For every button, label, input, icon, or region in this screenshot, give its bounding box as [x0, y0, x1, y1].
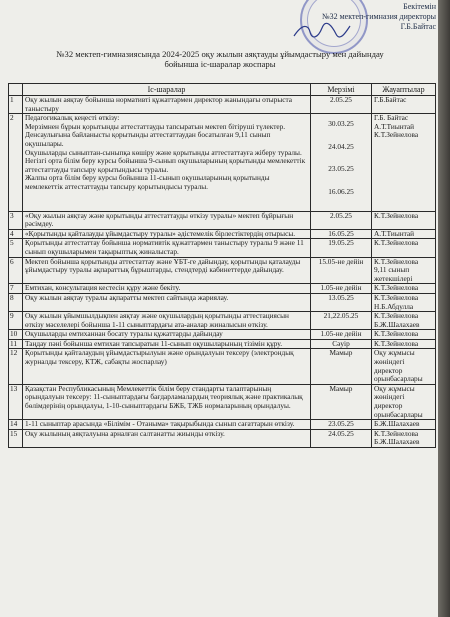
row-responsible — [372, 284, 436, 294]
plan-table — [8, 83, 436, 448]
row-date — [311, 239, 372, 257]
table-row — [9, 293, 436, 311]
row-responsible-line: К.Т.Зейнелова — [374, 293, 419, 302]
row-number: 4 — [9, 229, 23, 239]
row-date-line: Мамыр — [329, 384, 353, 393]
row-task-line: Емтихан, консультация кестесін құру және бекіту. — [25, 283, 181, 293]
row-task — [23, 349, 311, 384]
approval-word: Бекітемін — [403, 2, 436, 11]
row-responsible-line: К.Т.Зейнелова — [374, 211, 419, 220]
row-responsible-line: Б.Ж.Шалахаев — [374, 437, 420, 447]
row-responsible-line: Н.Б.Абдулла — [374, 301, 414, 311]
row-responsible-line: А.Т.Тиынтай — [374, 229, 415, 238]
row-date-line: 23.05.25 — [328, 419, 354, 429]
row-date-line: 16.06.25 — [328, 186, 354, 196]
row-date — [311, 211, 372, 229]
row-task-line: Оқу жылын ұйымшылдықпен аяқтау және оқушылардың қорытынды аттестациясын өткізу мәселелері бойынша 1-11 сыныптардағы ата-аналар жиналысын өткізу. — [25, 311, 289, 329]
row-number: 15 — [9, 429, 23, 447]
row-task-line: 1-11 сыныптар арасында «Білімім - Отаныма» тақырыбында сынып сағаттарын өткізу. — [25, 419, 295, 429]
row-date-line: Мамыр — [329, 348, 353, 358]
table-row — [9, 339, 436, 349]
row-responsible — [372, 293, 436, 311]
row-date-line: 19.05.25 — [328, 238, 354, 248]
table-row — [9, 229, 436, 239]
row-date-line: 24.05.25 — [328, 429, 354, 438]
approval-name: Г.Б.Байтас — [400, 22, 436, 31]
row-date — [311, 429, 372, 447]
row-task-line: Негізгі орта білім беру курсы бойынша 9-сынып оқушыларының қорытынды мемлекеттік аттестаттауды тапсыру қорытындысы туралы. — [25, 156, 306, 174]
row-task — [23, 114, 311, 211]
row-task — [23, 384, 311, 419]
row-date — [311, 284, 372, 294]
table-row — [9, 239, 436, 257]
row-task — [23, 330, 311, 340]
row-responsible — [372, 96, 436, 114]
row-responsible — [372, 339, 436, 349]
row-responsible — [372, 420, 436, 430]
row-date-line: 2.05.25 — [330, 211, 352, 220]
row-responsible-line: К.Т.Зейнелова — [374, 257, 419, 266]
row-task — [23, 284, 311, 294]
row-responsible — [372, 229, 436, 239]
row-date — [311, 384, 372, 419]
row-date-line: 23.05.25 — [328, 164, 354, 174]
row-date — [311, 229, 372, 239]
row-responsible-line: К.Т.Зейнелова — [374, 283, 419, 293]
header-task: Іс-шаралар — [23, 84, 311, 96]
row-date — [311, 330, 372, 340]
row-number: 13 — [9, 384, 23, 419]
header-date: Мерзімі — [311, 84, 372, 96]
table-row — [9, 257, 436, 284]
row-responsible-line: Оқу жұмысы жөніндегі директор орынбасарлары — [374, 384, 423, 419]
row-number: 8 — [9, 293, 23, 311]
row-task-line: «Қорытынды қайталауды ұйымдастыру туралы» әдістемелік бірлестіктердің отырысы. — [25, 229, 296, 238]
row-date-line: 1.05-не дейін — [320, 329, 362, 339]
row-task — [23, 429, 311, 447]
row-task-line: Таңдау пәні бойынша емтихан тапсыратын 11-сынып оқушыларының тізімін құру. — [25, 339, 283, 348]
row-task-line: Мерзімнен бұрын қорытынды аттестаттауды тапсыратын мектеп бітіруші түлектер. — [25, 121, 286, 131]
row-responsible — [372, 429, 436, 447]
row-task — [23, 96, 311, 114]
row-task — [23, 257, 311, 284]
row-date — [311, 114, 372, 211]
title-line-2: бойынша іс-шаралар жоспары — [164, 59, 276, 69]
table-row — [9, 420, 436, 430]
row-responsible-line: Б.Ж.Шалахаев — [374, 419, 420, 429]
row-responsible — [372, 211, 436, 229]
row-task — [23, 312, 311, 330]
table-row — [9, 312, 436, 330]
approval-block — [286, 2, 436, 32]
row-responsible-line: Г.Б. Байтас — [374, 113, 409, 123]
page-edge — [438, 0, 450, 617]
approval-position: №32 мектеп-гимназия директоры — [321, 12, 436, 21]
row-responsible — [372, 239, 436, 257]
row-number: 14 — [9, 420, 23, 430]
row-date — [311, 420, 372, 430]
table-row — [9, 96, 436, 114]
row-number: 2 — [9, 114, 23, 211]
row-number: 1 — [9, 96, 23, 114]
table-body — [9, 96, 436, 448]
row-date-line: 24.04.25 — [328, 141, 354, 151]
table-row — [9, 114, 436, 211]
row-responsible — [372, 312, 436, 330]
table-row — [9, 330, 436, 340]
row-task — [23, 239, 311, 257]
row-number: 12 — [9, 349, 23, 384]
row-task-line: Мектеп бойынша қорытынды аттестаттау және ҰБТ-ге дайындау, қорытынды қаталауды ұйымдастыру туралы ақпараттық бұрыштарды, стендтерді кабинеттерде дайындау. — [25, 257, 301, 275]
row-task — [23, 420, 311, 430]
row-task-line: Қазақстан Республикасының Мемлекеттік білім беру стандарты талаптарының орындалуын тексеру: 11-сыныптардағы бағдарламалардың теориялық және практикалық бөлімдерінің орындалуы, 1-10-сыныптардағы БЖБ, ТЖБ нормаларының орындалуы. — [25, 384, 303, 411]
table-row — [9, 284, 436, 294]
row-responsible — [372, 330, 436, 340]
table-header-row — [9, 84, 436, 96]
document-title — [30, 49, 410, 69]
row-responsible-line: А.Т.Тиынтай — [374, 121, 415, 131]
row-responsible-line: К.Т.Зейнелова — [374, 238, 419, 248]
table-row — [9, 429, 436, 447]
row-responsible-line: К.Т.Зейнелова — [374, 339, 419, 348]
row-task — [23, 229, 311, 239]
row-responsible — [372, 114, 436, 211]
row-date-line: 30.03.25 — [328, 119, 354, 129]
row-date — [311, 349, 372, 384]
row-responsible-line: К.Т.Зейнелова — [374, 329, 419, 339]
row-date-line: 13.05.25 — [328, 293, 354, 302]
row-responsible — [372, 257, 436, 284]
header-responsible: Жауаптылар — [372, 84, 436, 96]
row-responsible-line: К.Т.Зейнелова — [374, 311, 419, 321]
row-number: 10 — [9, 330, 23, 340]
row-responsible-line: Г.Б.Байтас — [374, 95, 407, 104]
row-number: 7 — [9, 284, 23, 294]
row-task-line: Оқу жылын аяқтау туралы ақпаратты мектеп сайтында жариялау. — [25, 293, 229, 302]
row-task — [23, 211, 311, 229]
row-number: 3 — [9, 211, 23, 229]
row-number: 6 — [9, 257, 23, 284]
row-task — [23, 293, 311, 311]
row-date-line: Сәуір — [332, 339, 350, 348]
row-date — [311, 96, 372, 114]
row-date-line: 2.05.25 — [330, 95, 352, 104]
row-date — [311, 257, 372, 284]
row-task-line: Оқу жылын аяқтау бойынша нормативті құжаттармен директор жанындағы отырыста таныстыру — [25, 95, 293, 113]
row-date-line: 15.05-не дейін — [318, 257, 364, 266]
header-number — [9, 84, 23, 96]
table-row — [9, 384, 436, 419]
row-task-line: Педагогикалық кеңесті өткізу: — [25, 113, 120, 123]
row-task-line: Оқушыларды сыныптан-сыныпқа көшіру және қорытынды аттестаттауға жіберу туралы. — [25, 147, 302, 157]
row-task-line: «Оқу жылын аяқтау және қорытынды аттестаттауды өткізу туралы» мектеп бұйрығын рәсімдеу. — [25, 211, 294, 229]
row-number: 5 — [9, 239, 23, 257]
row-date — [311, 339, 372, 349]
row-responsible-line: К.Т.Зейнелова — [374, 130, 419, 140]
row-responsible — [372, 384, 436, 419]
row-responsible — [372, 349, 436, 384]
row-date-line: 16.05.25 — [328, 229, 354, 238]
row-date — [311, 312, 372, 330]
row-responsible-line: 9,11 сынып жетекшілері — [374, 265, 413, 283]
row-responsible-line: К.Т.Зейнелова — [374, 429, 419, 438]
row-responsible-line: Оқу жұмысы жөніндегі директор орынбасарлары — [374, 348, 423, 384]
row-responsible-line: Б.Ж.Шалахаев — [374, 319, 420, 329]
row-number: 9 — [9, 312, 23, 330]
title-line-1: №32 мектеп-гимназиясында 2024-2025 оқу жылын аяқтауды ұйымдастыру мен дайындау — [56, 49, 384, 59]
row-number: 11 — [9, 339, 23, 349]
row-task-line: Қорытынды қайталаудың ұйымдастырылуын және орындалуын тексеру (электрондық журналды тексеру, КТЖ, сабақты жоспарлау) — [25, 348, 294, 367]
row-task-line: Жалпы орта білім беру курсы бойынша 11-сынып оқушыларының қорытынды мемлекеттік аттестаттауды тапсыру қорытындысы туралы. — [25, 173, 270, 191]
row-task-line: Оқу жылының аяқталуына арналған салтанатты жиынды өткізу. — [25, 429, 225, 438]
row-task-line: Денсаулығына байланысты қорытынды аттестаттаудан босатылған 9,11 сынып оқушылары. — [25, 130, 271, 148]
row-date — [311, 293, 372, 311]
table-row — [9, 211, 436, 229]
row-task-line: Оқушыларды емтиханнан босату туралы құжаттарды дайындау — [25, 329, 223, 339]
row-task — [23, 339, 311, 349]
row-task-line: Қорытынды аттестаттау бойынша нормативтік құжаттармен таныстыру туралы 9 және 11 сынып оқушыларымен тақырыптық жиналыстар. — [25, 238, 304, 256]
table-row — [9, 349, 436, 384]
row-date-line: 1.05-не дейін — [320, 283, 362, 293]
row-date-line: 21,22.05.25 — [323, 311, 359, 321]
